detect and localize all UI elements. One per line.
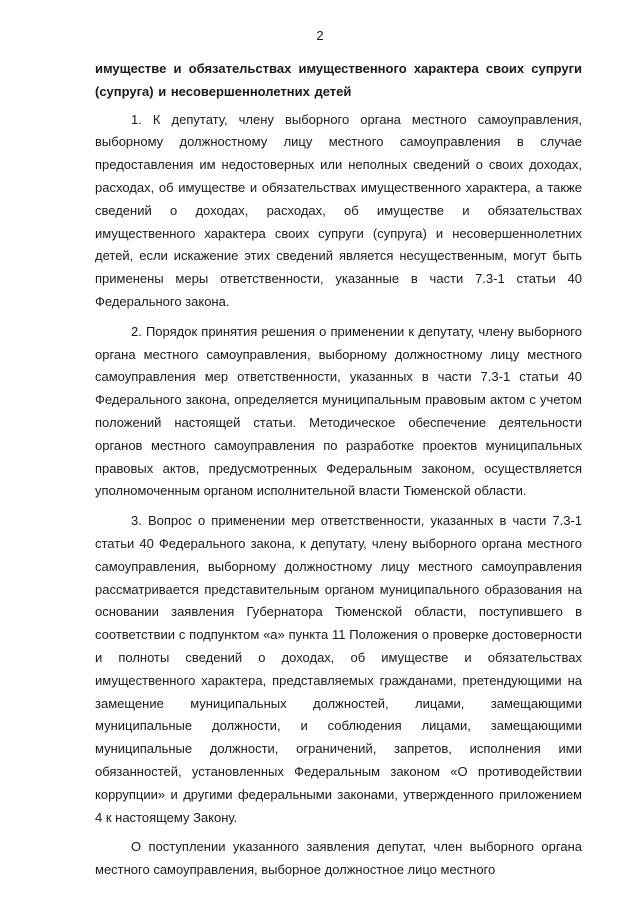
document-body <box>95 58 582 882</box>
section-heading: имуществе и обязательствах имущественного характера своих супруги (супруга) и несовершеннолетних детей <box>95 61 582 99</box>
paragraph-2: 2. Порядок принятия решения о применении к депутату, члену выборного органа местного самоуправления, выборному должностному лицу местного самоуправления мер ответственности, указанных в части 7.3-1 статьи 40 Федерального закона, определяется муниципальным правовым актом с учетом положений настоящей статьи. Методическое обеспечение деятельности органов местного самоуправления по разработке проектов муниципальных правовых актов, предусмотренных Федеральным законом, осуществляется уполномоченным органом исполнительной власти Тюменской области. <box>95 323 582 499</box>
paragraph-3: 3. Вопрос о применении мер ответственности, указанных в части 7.3-1 статьи 40 Федерального закона, к депутату, члену выборного органа местного самоуправления, выборному должностному лицу местного самоуправления рассматривается представительным органом муниципального образования на основании заявления Губернатора Тюменской области, поступившего в соответствии с подпунктом «а» пункта 11 Положения о проверке достоверности и полноты сведений о доходах, об имуществе и обязательствах имущественного характера, представляемых гражданами, претендующими на замещение муниципальных должностей, лицами, замещающими муниципальные должности, и соблюдения лицами, замещающими муниципальные должности, ограничений, запретов, исполнения ими обязанностей, установленных Федеральным законом «О противодействии коррупции» и другими федеральными законами, утвержденного приложением 4 к настоящему Закону. <box>95 513 582 825</box>
paragraph-1: 1. К депутату, члену выборного органа местного самоуправления, выборному должностному лицу местного самоуправления в случае предоставления им недостоверных или неполных сведений о своих доходах, расходах, об имуществе и обязательствах имущественного характера, а также сведений о доходах, расходах, об имуществе и обязательствах имущественного характера своих супруги (супруга) и несовершеннолетних детей, если искажение этих сведений является несущественным, могут быть применены меры ответственности, указанные в части 7.3-1 статьи 40 Федерального закона. <box>95 111 582 309</box>
page-number: 2 <box>316 28 324 43</box>
paragraph-4: О поступлении указанного заявления депутат, член выборного органа местного самоуправления, выборное должностное лицо местного <box>95 839 582 878</box>
